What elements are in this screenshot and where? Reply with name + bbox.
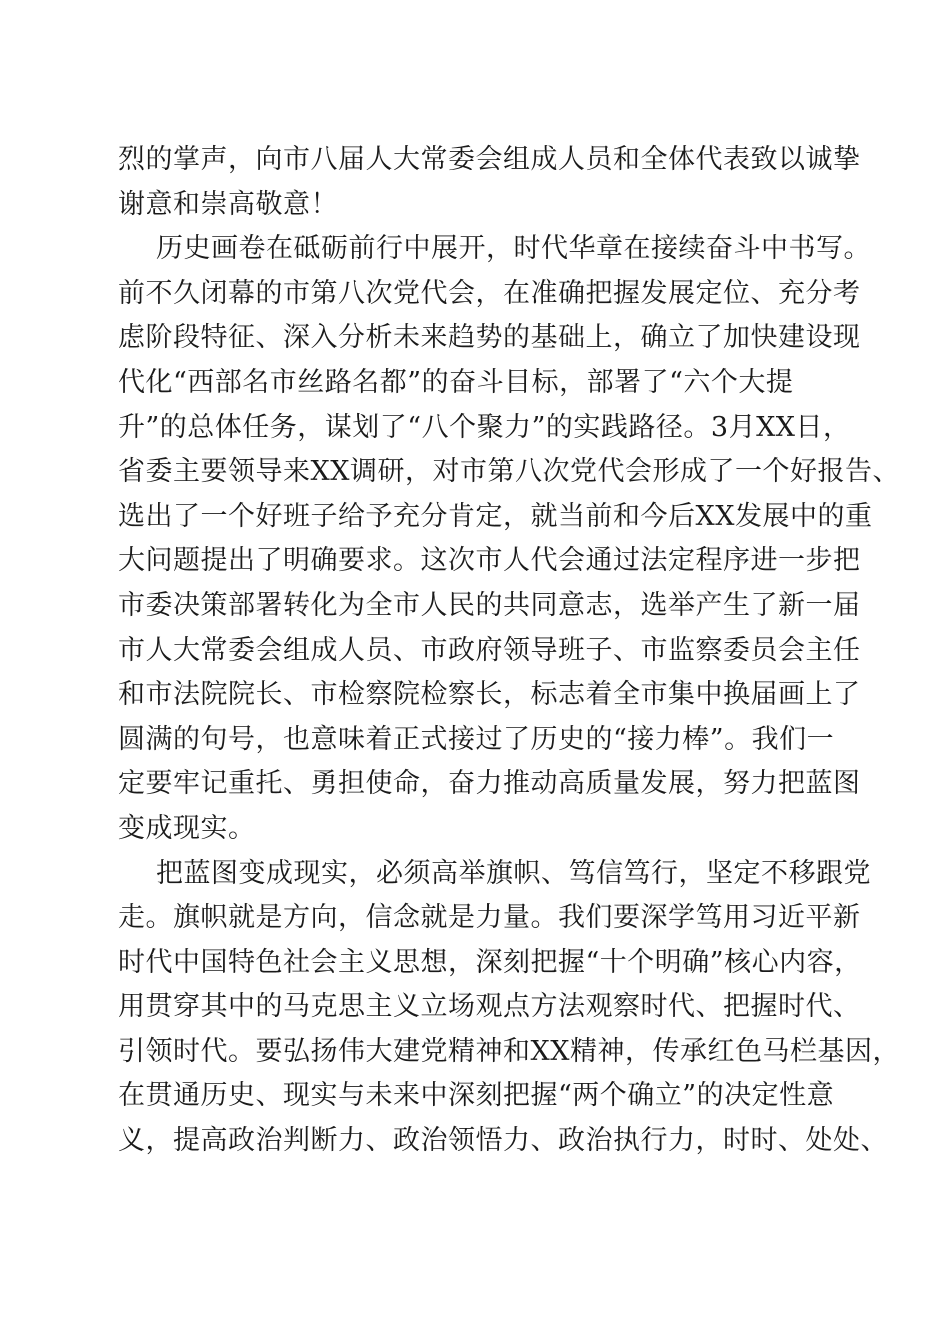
text-line: 市人大常委会组成人员、市政府领导班子、市监察委员会主任 [118,634,861,666]
text-line: 用贯穿其中的马克思主义立场观点方法观察时代、把握时代、 [118,991,861,1023]
text-line: 变成现实。 [118,812,256,844]
text-line: 圆满的句号，也意味着正式接过了历史的“接力棒”。我们一 [118,723,835,755]
text-line: 升”的总体任务，谋划了“八个聚力”的实践路径。3月XX日， [118,411,851,443]
text-line: 定要牢记重托、勇担使命，奋力推动高质量发展，努力把蓝图 [118,768,861,800]
text-line: 在贯通历史、现实与未来中深刻把握“两个确立”的决定性意 [118,1080,835,1112]
text-line: 引领时代。要弘扬伟大建党精神和XX精神，传承红色马栏基因， [118,1035,900,1067]
text-line: 代化“西部名市丝路名都”的奋斗目标，部署了“六个大提 [118,366,794,398]
text-line: 烈的掌声，向市八届人大常委会组成人员和全体代表致以诚挚 [118,144,861,175]
text-line: 谢意和崇高敬意！ [118,188,338,220]
text-line: 省委主要领导来XX调研，对市第八次党代会形成了一个好报告、 [118,456,900,488]
text-line: 历史画卷在砥砺前行中展开，时代华章在接续奋斗中书写。 [156,233,871,265]
text-line: 和市法院院长、市检察院检察长，标志着全市集中换届画上了 [118,679,861,711]
text-line: 时代中国特色社会主义思想，深刻把握“十个明确”核心内容， [118,946,862,978]
text-line: 虑阶段特征、深入分析未来趋势的基础上，确立了加快建设现 [118,322,861,354]
document-body [118,138,900,1164]
text-line: 义，提高政治判断力、政治领悟力、政治执行力，时时、处处、 [118,1125,888,1157]
text-line: 把蓝图变成现实，必须高举旗帜、笃信笃行，坚定不移跟党 [156,857,871,889]
text-line: 走。旗帜就是方向，信念就是力量。我们要深学笃用习近平新 [118,902,861,934]
text-line: 选出了一个好班子给予充分肯定，就当前和今后XX发展中的重 [118,500,873,532]
text-line: 大问题提出了明确要求。这次市人代会通过法定程序进一步把 [118,545,861,577]
text-line: 市委决策部署转化为全市人民的共同意志，选举产生了新一届 [118,589,861,621]
text-line: 前不久闭幕的市第八次党代会，在准确把握发展定位、充分考 [118,277,861,309]
